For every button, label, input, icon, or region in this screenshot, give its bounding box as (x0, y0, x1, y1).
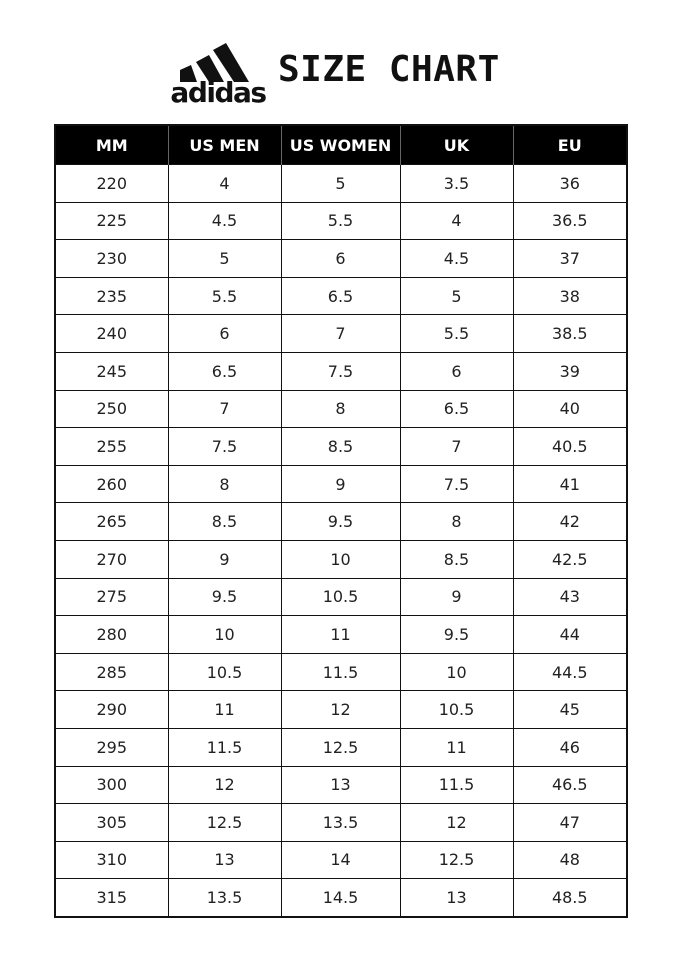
cell-mm: 240 (55, 315, 168, 353)
table-row (55, 540, 627, 578)
table-row (55, 879, 627, 917)
column-header-eu: EU (513, 125, 627, 165)
table-body (55, 165, 627, 917)
cell-us-men: 4 (168, 165, 281, 203)
cell-mm: 255 (55, 428, 168, 466)
cell-uk: 3.5 (400, 165, 513, 203)
cell-us-men: 11.5 (168, 728, 281, 766)
cell-us-men: 7 (168, 390, 281, 428)
cell-mm: 290 (55, 691, 168, 729)
cell-uk: 6 (400, 352, 513, 390)
cell-uk: 9 (400, 578, 513, 616)
table-row (55, 465, 627, 503)
table-row (55, 390, 627, 428)
cell-us-men: 6.5 (168, 352, 281, 390)
cell-us-men: 13.5 (168, 879, 281, 917)
cell-us-women: 7.5 (281, 352, 400, 390)
table-row (55, 578, 627, 616)
cell-uk: 4.5 (400, 240, 513, 278)
cell-uk: 9.5 (400, 616, 513, 654)
table-row (55, 766, 627, 804)
cell-uk: 10.5 (400, 691, 513, 729)
cell-us-women: 9 (281, 465, 400, 503)
cell-mm: 265 (55, 503, 168, 541)
table-row (55, 165, 627, 203)
cell-eu: 38 (513, 277, 627, 315)
cell-mm: 315 (55, 879, 168, 917)
cell-us-men: 10.5 (168, 653, 281, 691)
cell-us-women: 9.5 (281, 503, 400, 541)
cell-us-women: 13.5 (281, 804, 400, 842)
cell-eu: 39 (513, 352, 627, 390)
table-row (55, 728, 627, 766)
cell-us-men: 9 (168, 540, 281, 578)
cell-uk: 5 (400, 277, 513, 315)
cell-us-men: 12 (168, 766, 281, 804)
cell-uk: 7.5 (400, 465, 513, 503)
column-header-uk: UK (400, 125, 513, 165)
cell-eu: 44 (513, 616, 627, 654)
cell-uk: 7 (400, 428, 513, 466)
cell-eu: 36.5 (513, 202, 627, 240)
column-header-us-men: US MEN (168, 125, 281, 165)
cell-eu: 42 (513, 503, 627, 541)
cell-uk: 10 (400, 653, 513, 691)
cell-us-men: 11 (168, 691, 281, 729)
table-row (55, 352, 627, 390)
three-stripes-icon (180, 34, 252, 82)
table-row (55, 616, 627, 654)
cell-mm: 310 (55, 841, 168, 879)
table-header (55, 125, 627, 165)
cell-eu: 47 (513, 804, 627, 842)
cell-us-men: 10 (168, 616, 281, 654)
size-chart-table (54, 124, 628, 918)
cell-eu: 41 (513, 465, 627, 503)
cell-mm: 280 (55, 616, 168, 654)
cell-us-women: 5 (281, 165, 400, 203)
cell-us-women: 7 (281, 315, 400, 353)
cell-uk: 11 (400, 728, 513, 766)
cell-uk: 8 (400, 503, 513, 541)
cell-mm: 275 (55, 578, 168, 616)
cell-mm: 270 (55, 540, 168, 578)
cell-us-men: 6 (168, 315, 281, 353)
cell-eu: 45 (513, 691, 627, 729)
cell-us-men: 8.5 (168, 503, 281, 541)
cell-us-men: 13 (168, 841, 281, 879)
cell-mm: 235 (55, 277, 168, 315)
cell-mm: 250 (55, 390, 168, 428)
table-row (55, 503, 627, 541)
column-header-us-women: US WOMEN (281, 125, 400, 165)
cell-us-women: 6.5 (281, 277, 400, 315)
cell-us-men: 12.5 (168, 804, 281, 842)
cell-mm: 245 (55, 352, 168, 390)
cell-uk: 12 (400, 804, 513, 842)
page-header (0, 0, 679, 124)
cell-us-men: 5.5 (168, 277, 281, 315)
cell-eu: 37 (513, 240, 627, 278)
cell-eu: 40.5 (513, 428, 627, 466)
column-header-mm: MM (55, 125, 168, 165)
cell-eu: 44.5 (513, 653, 627, 691)
cell-eu: 48 (513, 841, 627, 879)
table-row (55, 277, 627, 315)
cell-uk: 13 (400, 879, 513, 917)
cell-eu: 42.5 (513, 540, 627, 578)
table-row (55, 691, 627, 729)
cell-eu: 46 (513, 728, 627, 766)
cell-us-women: 8 (281, 390, 400, 428)
cell-us-women: 12 (281, 691, 400, 729)
cell-uk: 12.5 (400, 841, 513, 879)
cell-uk: 4 (400, 202, 513, 240)
cell-eu: 36 (513, 165, 627, 203)
cell-mm: 295 (55, 728, 168, 766)
cell-us-women: 10 (281, 540, 400, 578)
table-row (55, 804, 627, 842)
cell-us-women: 13 (281, 766, 400, 804)
cell-mm: 305 (55, 804, 168, 842)
cell-us-women: 14 (281, 841, 400, 879)
cell-uk: 5.5 (400, 315, 513, 353)
cell-mm: 230 (55, 240, 168, 278)
cell-uk: 11.5 (400, 766, 513, 804)
cell-mm: 220 (55, 165, 168, 203)
table-row (55, 202, 627, 240)
page-title: SIZE CHART (278, 49, 500, 90)
cell-mm: 260 (55, 465, 168, 503)
cell-eu: 46.5 (513, 766, 627, 804)
table-row (55, 428, 627, 466)
adidas-logo (166, 34, 270, 108)
cell-us-women: 12.5 (281, 728, 400, 766)
cell-eu: 40 (513, 390, 627, 428)
cell-mm: 285 (55, 653, 168, 691)
cell-uk: 6.5 (400, 390, 513, 428)
cell-us-women: 8.5 (281, 428, 400, 466)
cell-eu: 48.5 (513, 879, 627, 917)
cell-us-women: 5.5 (281, 202, 400, 240)
cell-us-women: 6 (281, 240, 400, 278)
cell-eu: 38.5 (513, 315, 627, 353)
header-row (55, 125, 627, 165)
cell-us-men: 9.5 (168, 578, 281, 616)
cell-mm: 300 (55, 766, 168, 804)
table-row (55, 315, 627, 353)
cell-us-women: 11 (281, 616, 400, 654)
cell-us-women: 11.5 (281, 653, 400, 691)
table-row (55, 841, 627, 879)
cell-us-women: 10.5 (281, 578, 400, 616)
table-row (55, 240, 627, 278)
cell-us-men: 4.5 (168, 202, 281, 240)
cell-uk: 8.5 (400, 540, 513, 578)
cell-us-men: 5 (168, 240, 281, 278)
logo-wordmark: adidas (170, 76, 266, 109)
cell-us-women: 14.5 (281, 879, 400, 917)
table-row (55, 653, 627, 691)
cell-mm: 225 (55, 202, 168, 240)
cell-eu: 43 (513, 578, 627, 616)
cell-us-men: 7.5 (168, 428, 281, 466)
cell-us-men: 8 (168, 465, 281, 503)
